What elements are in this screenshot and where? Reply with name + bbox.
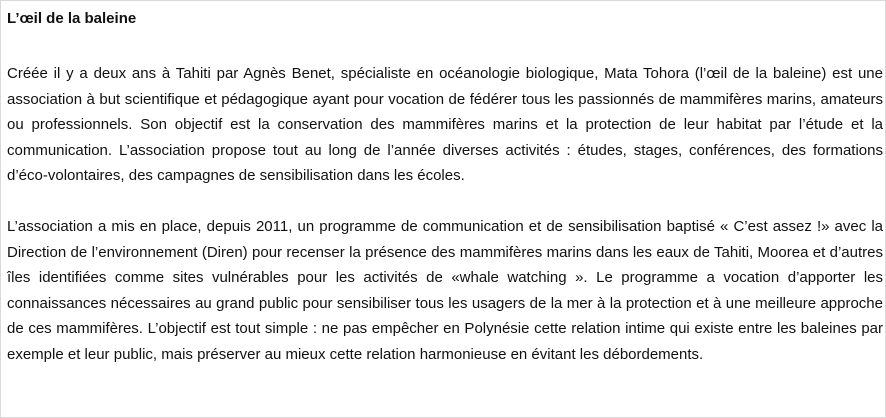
- article-paragraph-2: L’association a mis en place, depuis 2011, un programme de communication et de sensibilisation baptisé « C’est assez !» avec la Direction de l’environnement (Diren) pour recenser la présence des mammifères marins dans les eaux de Tahiti, Moorea et d’autres îles identifiées comme sites vulnérables pour les activités de «whale watching ». Le programme a vocation d’apporter les connaissances nécessaires au grand public pour sensibiliser tous les usagers de la mer à la protection et à une meilleure approche de ces mammifères. L’objectif est tout simple : ne pas empêcher en Polynésie cette relation intime qui existe entre les baleines par exemple et leur public, mais préserver au mieux cette relation harmonieuse en évitant les débordements.: [7, 217, 883, 363]
- article-title: L’œil de la baleine: [7, 10, 137, 27]
- article-paragraph-1: Créée il y a deux ans à Tahiti par Agnès Benet, spécialiste en océanologie biologique, Mata Tohora (l’œil de la baleine) est une association à but scientifique et pédagogique ayant pour vocation de fédérer tous les passionnés de mammifères marins, amateurs ou professionnels. Son objectif est la conservation des mammifères marins et la protection de leur habitat par l’étude et la communication. L’association propose tout au long de l’année diverses activités : études, stages, conférences, des formations d’éco-volontaires, des campagnes de sensibilisation dans les écoles.: [7, 65, 883, 185]
- article-content: [7, 7, 883, 368]
